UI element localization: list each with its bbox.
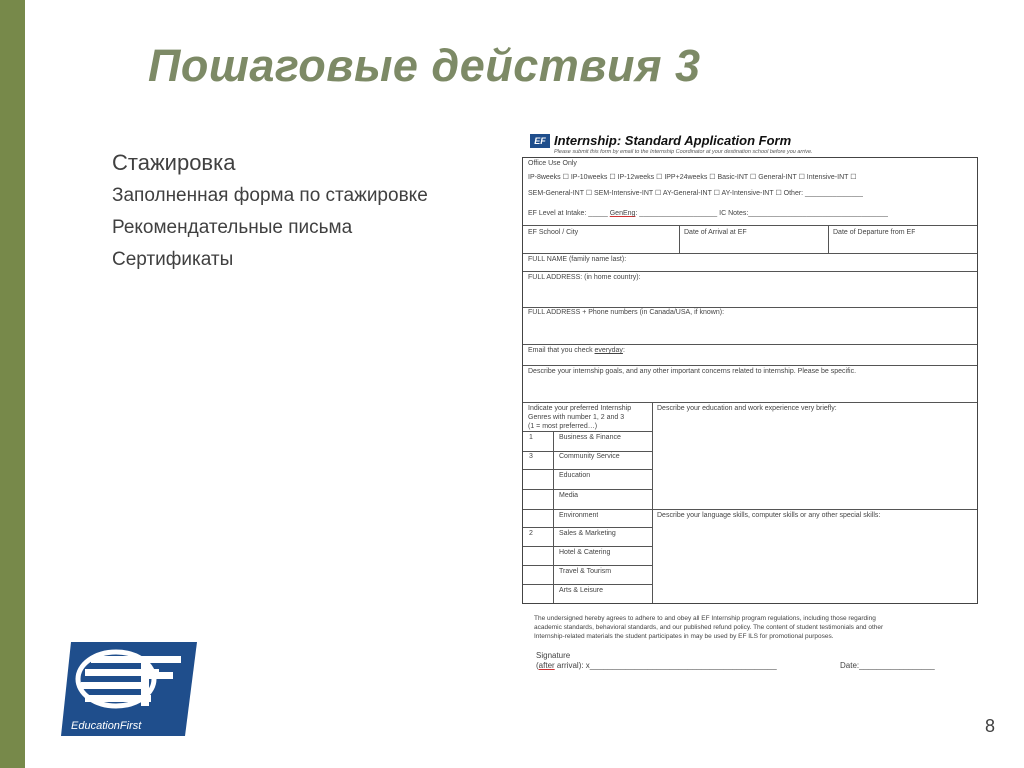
divider xyxy=(523,271,977,272)
divider xyxy=(679,225,680,253)
divider xyxy=(523,431,652,432)
bullet-item: Сертификаты xyxy=(112,249,234,270)
genre-name: Business & Finance xyxy=(559,434,621,441)
genre-rank: 1 xyxy=(529,434,533,441)
genre-name: Arts & Leisure xyxy=(559,587,603,594)
arrival-field: Date of Arrival at EF xyxy=(684,229,747,236)
bullet-item: Стажировка xyxy=(112,150,236,175)
genre-name: Community Service xyxy=(559,453,620,460)
office-row-2: SEM-General-INT ☐ SEM-Intensive-INT ☐ AY-General-INT ☐ AY-Intensive-INT ☐ Other: _______________ xyxy=(528,190,864,197)
genre-name: Media xyxy=(559,492,579,499)
ef-logo-icon xyxy=(61,642,197,736)
form-title: Internship: Standard Application Form xyxy=(554,133,792,148)
bullet-item: Заполненная форма по стажировке xyxy=(112,185,428,206)
full-name-field: FULL NAME (family name last): xyxy=(528,256,627,263)
genre-rank: 3 xyxy=(529,453,533,460)
school-field: EF School / City xyxy=(528,229,579,236)
divider xyxy=(523,225,977,226)
genre-name: Environment xyxy=(559,512,599,519)
divider xyxy=(523,253,977,254)
agreement-text: academic standards, behavioral standards, and our published refund policy. The content of student testimonials and other xyxy=(534,624,884,631)
divider xyxy=(523,565,652,566)
local-address-field: FULL ADDRESS + Phone numbers (in Canada/USA, if known): xyxy=(528,309,725,316)
genres-instruction: Genres with number 1, 2 and 3 xyxy=(528,414,625,421)
divider xyxy=(523,546,652,547)
divider xyxy=(523,365,977,366)
home-address-field: FULL ADDRESS: (in home country): xyxy=(528,274,641,281)
form-subtitle: Please submit this form by email to the Internship Coordinator at your destination school before you arrive. xyxy=(554,149,813,155)
office-row-3: EF Level at Intake: _____ GenEng: ____________________ IC Notes:____________________________________ xyxy=(528,210,889,217)
form-table xyxy=(522,157,978,604)
divider xyxy=(523,527,652,528)
divider xyxy=(553,431,554,603)
divider xyxy=(523,584,652,585)
divider xyxy=(523,509,977,510)
genre-name: Education xyxy=(559,472,591,479)
slide-title: Пошаговые действия 3 xyxy=(148,40,701,91)
page-number: 8 xyxy=(985,716,996,736)
application-form-image xyxy=(520,132,980,677)
divider xyxy=(523,402,977,403)
bullet-list xyxy=(112,150,428,281)
genre-name: Travel & Tourism xyxy=(559,568,612,575)
divider xyxy=(652,402,653,603)
ef-mini-logo: EF xyxy=(530,134,550,148)
office-use-label: Office Use Only xyxy=(528,160,577,167)
office-row-1: IP-8weeks ☐ IP-10weeks ☐ IP-12weeks ☐ IPP+24weeks ☐ Basic-INT ☐ General-INT ☐ Intensive-INT ☐ xyxy=(528,174,857,181)
divider xyxy=(523,344,977,345)
sidebar-stripe xyxy=(0,0,25,768)
form-header xyxy=(530,132,980,158)
goals-field: Describe your internship goals, and any other important concerns related to internship. Please be specific. xyxy=(528,368,857,375)
signature-label: Signature xyxy=(536,651,571,660)
logo-caption: EducationFirst xyxy=(71,720,142,732)
signature-line: (after arrival): x__________________________________________ xyxy=(536,661,777,670)
ef-logo xyxy=(61,642,197,736)
divider xyxy=(523,489,652,490)
skills-field: Describe your language skills, computer skills or any other special skills: xyxy=(657,512,881,519)
departure-field: Date of Departure from EF xyxy=(833,229,916,236)
agreement-text: Internship-related materials the student participates in may be used by EF ILS for promotional purposes. xyxy=(534,633,834,640)
genres-instruction: (1 = most preferred…) xyxy=(528,423,598,430)
genre-rank: 2 xyxy=(529,530,533,537)
divider xyxy=(828,225,829,253)
education-field: Describe your education and work experience very briefly: xyxy=(657,405,837,412)
divider xyxy=(523,469,652,470)
bullet-item: Рекомендательные письма xyxy=(112,217,353,238)
email-field: Email that you check everyday: xyxy=(528,347,625,354)
genres-instruction: Indicate your preferred Internship xyxy=(528,405,632,412)
genre-name: Sales & Marketing xyxy=(559,530,616,537)
agreement-text: The undersigned hereby agrees to adhere to and obey all EF Internship program regulations, including those regarding xyxy=(534,615,876,622)
genre-name: Hotel & Catering xyxy=(559,549,611,556)
date-line: Date:_________________ xyxy=(840,661,935,670)
